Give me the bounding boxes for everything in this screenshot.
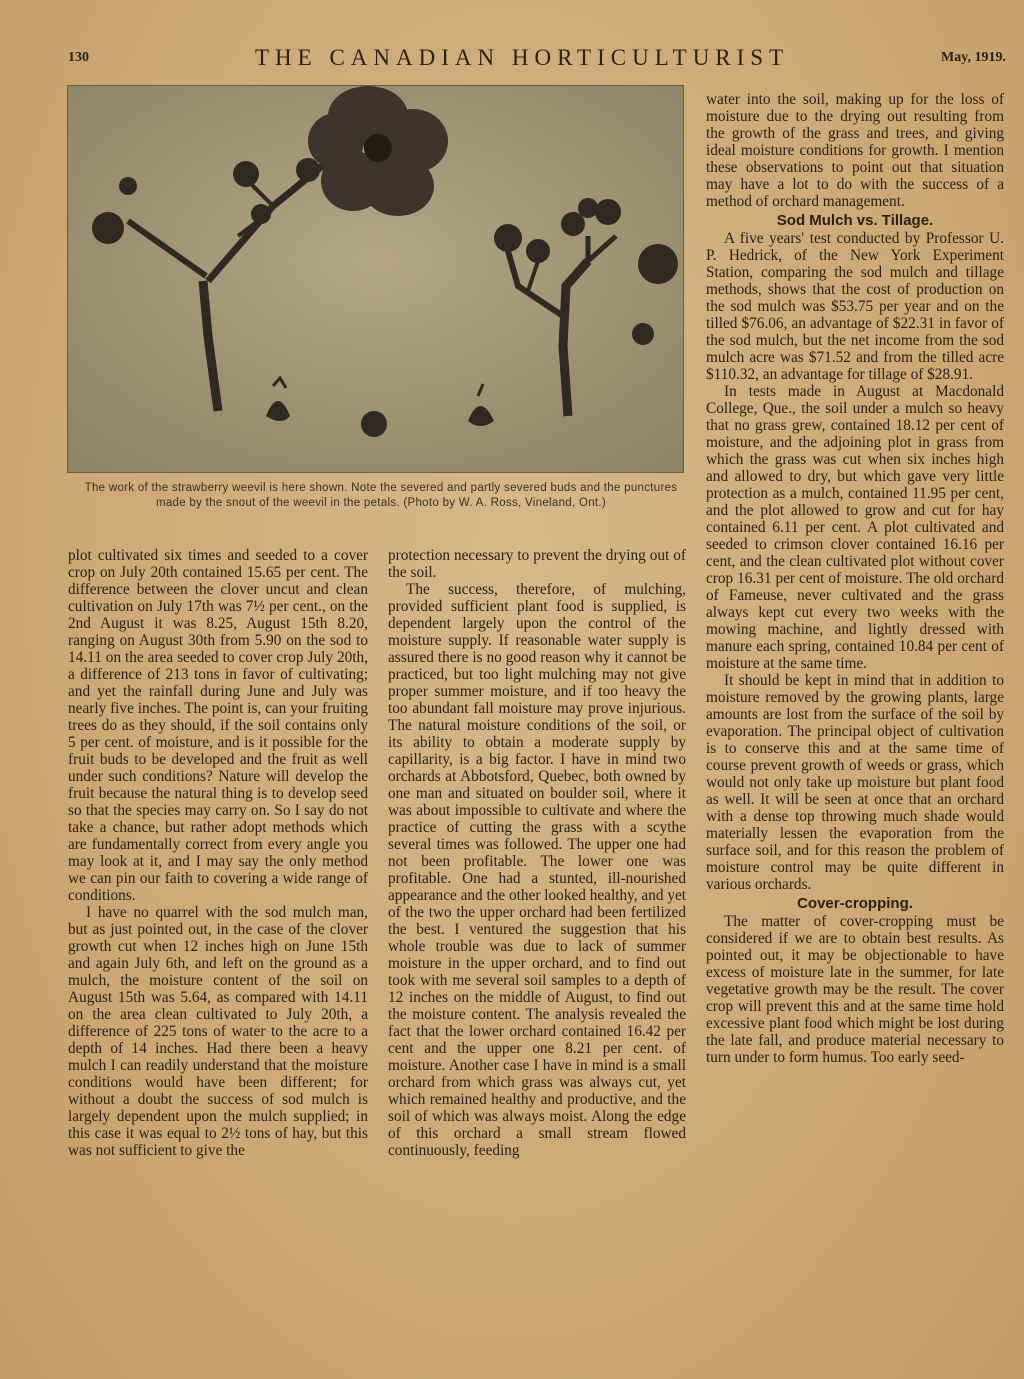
article-column-3 [706, 91, 1004, 1066]
column2-paragraph-1: protection necessary to prevent the drying out of the soil. [388, 547, 686, 581]
column1-paragraph-2: I have no quarrel with the sod mulch man, but as just pointed out, in the case of the clover growth cut when 12 inches high on June 15th and again July 6th, and left on the ground as a mulch, the moisture content of the soil on August 15th was 5.64, as compared with 14.11 on the area clean cultivated to July 20th, a difference of 225 tons of water to the acre to a depth of 14 inches. Had there been a heavy mulch I can readily understand that the moisture conditions would have been different; for without a doubt the success of sod mulch is largely dependent upon the mulch supplied; in this case it was equal to 2½ tons of hay, but this was not sufficient to give the [68, 904, 368, 1159]
article-column-1 [68, 547, 368, 1159]
column3-paragraph-4: It should be kept in mind that in addition to moisture removed by the growing plants, large amounts are lost from the surface of the soil by evaporation. The principal object of cultivation is to conserve this and at the same time of course prevent growth of weeds or grass, which would not only take up moisture but plant food as well. It will be seen at once that an orchard with a dense top throwing much shade would materially lessen the evaporation from the surface soil, and for this reason the problem of moisture control may be quite different in various orchards. [706, 672, 1004, 893]
article-column-2 [388, 547, 686, 1159]
column3-paragraph-2: A five years' test conducted by Professor U. P. Hedrick, of the New York Experiment Station, comparing the sod mulch and tillage methods, shows that the cost of production on the sod mulch was $53.75 per year and on the tilled $76.06, an advantage of $22.31 in favor of the sod mulch, but the net income from the sod mulch acre was $71.52 and from the tilled acre $110.32, an advantage for tillage of $28.91. [706, 230, 1004, 383]
column3-paragraph-1: water into the soil, making up for the loss of moisture due to the drying out resulting from the growth of the grass and trees, and giving ideal moisture conditions for growth. I mention these observations to point out that situation may have a lot to do with the success of a method of orchard management. [706, 91, 1004, 210]
subheading-sod-mulch-vs-tillage: Sod Mulch vs. Tillage. [776, 212, 934, 229]
photo-caption: The work of the strawberry weevil is here shown. Note the severed and partly severed buds and the punctures made by the snout of the weevil in the petals. (Photo by W. A. Ross, Vineland, Ont.) [84, 482, 678, 509]
column3-paragraph-5: The matter of cover-cropping must be considered if we are to obtain best results. As pointed out, it may be objectionable to have excess of moisture late in the summer, for late vegetative growth may be the result. The cover crop will prevent this and at the same time hold excessive plant food which might be lost during the late fall, and produce material necessary to turn under to form humus. Too early seed- [706, 913, 1004, 1066]
column2-paragraph-2: The success, therefore, of mulching, provided sufficient plant food is supplied, is dependent largely upon the control of the moisture supply. If reasonable water supply is assured there is no good reason why it cannot be practiced, but too light mulching may not give proper summer moisture, and if too heavy the too abundant fall moisture may prove injurious. The natural moisture conditions of the soil, or its ability to obtain a moderate supply by capillarity, is a big factor. I have in mind two orchards at Abbotsford, Quebec, both owned by one man and situated on boulder soil, where it was about impossible to cultivate and where the practice of cutting the grass with a scythe several times was followed. The upper one had not been profitable. The lower one was profitable. One had a stunted, ill-nourished appearance and the other looked healthy, and yet of the two the upper orchard had been fertilized the best. I ventured the suggestion that his whole trouble was due to lack of summer moisture in the upper orchard, and to find out took with me several soil samples to a depth of 12 inches on the middle of August, to find out the moisture content. The analysis revealed the fact that the lower orchard contained 16.42 per cent and the upper one 8.21 per cent. of moisture. Another case I have in mind is a small orchard from which grass was always cut, yet which remained healthy and productive, and the soil of which was always moist. Along the edge of this orchard a small stream flowed continuously, feeding [388, 581, 687, 1159]
column1-paragraph-1: plot cultivated six times and seeded to a cover crop on July 20th contained 15.65 per cent. The difference between the clover uncut and clean cultivation on July 17th was 7½ per cent., on the 2nd August it was 8.25, August 15th 8.20, ranging on August 30th from 5.90 on the sod to 14.11 on the area seeded to cover crop July 20th, a difference of 213 tons in favor of cultivating; and yet the rainfall during June and July was nearly five inches. The point is, can your fruiting trees do as they should, if the soil contains only 5 per cent. of moisture, and is it possible for the fruit buds to be developed and the fruit as well under such conditions? Nature will develop the fruit because the natural thing is to develop seed so that the species may carry on. So I say do not take a chance, but rather adopt methods which are fundamentally correct from every angle you may look at it, and I may say the only method we can pin our faith to covering a wide range of conditions. [68, 547, 368, 904]
strawberry-weevil-photo [67, 85, 684, 473]
column3-paragraph-3: In tests made in August at Macdonald College, Que., the soil under a mulch so heavy that no grass grew, contained 18.12 per cent of moisture, and the adjoining plot in grass from which the grass was cut when six inches high and allowed to dry, but which gave very little protection as a mulch, contained 11.95 per cent, and the plot allowed to grow and cut for hay contained 6.11 per cent. A plot cultivated and seeded to crimson clover contained 16.16 per cent, and the clean cultivated plot without cover crop 16.31 per cent of moisture. The old orchard of Fameuse, never cultivated and the grass always kept cut every two weeks with the mowing machine, and lightly dressed with manure each spring, contained 10.84 per cent of moisture at the same time. [706, 383, 1004, 672]
page-number: 130 [68, 50, 89, 65]
strawberry-plant-illustration [68, 86, 683, 472]
magazine-title: THE CANADIAN HORTICULTURIST [255, 45, 790, 70]
subheading-cover-cropping: Cover-cropping. [797, 895, 913, 912]
issue-date: May, 1919. [941, 50, 1006, 65]
